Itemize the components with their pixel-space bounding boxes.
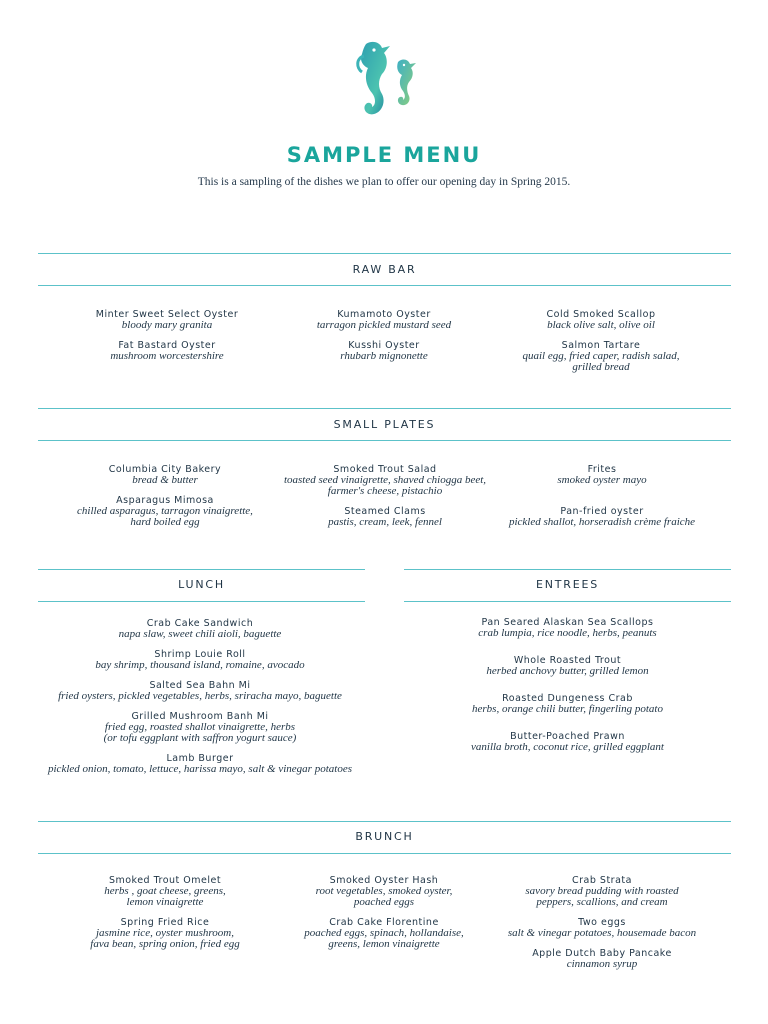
item-name: Salmon Tartare: [561, 340, 641, 351]
menu-item: [30, 649, 370, 671]
menu-item: [30, 680, 370, 702]
menu-item: [400, 655, 735, 677]
menu-item: [489, 917, 715, 939]
menu-item: [489, 875, 715, 908]
section-title-lunch: LUNCH: [178, 578, 225, 591]
brunch-rule-bottom: [38, 853, 731, 854]
item-description: black olive salt, olive oil: [547, 319, 655, 331]
item-name: Columbia City Bakery: [108, 464, 222, 475]
item-name: Smoked Trout Salad: [333, 464, 437, 475]
section-title-raw-bar: RAW BAR: [352, 263, 417, 276]
raw-bar-column-2: [271, 309, 497, 371]
item-name: Smoked Trout Omelet: [108, 875, 222, 886]
menu-item: [488, 340, 714, 373]
brunch-column-2: [271, 875, 497, 959]
entrees-column: [400, 617, 735, 762]
item-description: napa slaw, sweet chili aioli, baguette: [118, 628, 282, 640]
menu-item: [489, 948, 715, 970]
menu-item: [52, 917, 278, 950]
menu-item: [271, 875, 497, 908]
lunch-column: [30, 618, 370, 784]
item-name: Spring Fried Rice: [120, 917, 210, 928]
item-name: Butter-Poached Prawn: [510, 731, 625, 742]
menu-item: [54, 340, 280, 362]
menu-item: [489, 464, 715, 486]
menu-item: [271, 309, 497, 331]
item-description: fried egg, roasted shallot vinaigrette, herbs (or tofu eggplant with saffron yogurt sauce): [103, 721, 297, 744]
item-description: crab lumpia, rice noodle, herbs, peanuts: [478, 627, 657, 639]
lunch-rule-bottom: [38, 601, 365, 602]
menu-item: [262, 464, 508, 497]
menu-item: [30, 753, 370, 775]
item-description: toasted seed vinaigrette, shaved chiogga beet, farmer's cheese, pistachio: [283, 474, 487, 497]
item-name: Roasted Dungeness Crab: [502, 693, 633, 704]
item-name: Whole Roasted Trout: [513, 655, 622, 666]
section-title-small-plates: SMALL PLATES: [333, 418, 436, 431]
item-name: Frites: [587, 464, 617, 475]
page-subtitle: This is a sampling of the dishes we plan to offer our opening day in Spring 2015.: [197, 176, 571, 188]
brunch-column-3: [489, 875, 715, 979]
item-description: bay shrimp, thousand island, romaine, avocado: [95, 659, 305, 671]
item-name: Crab Strata: [572, 875, 632, 886]
menu-item: [30, 618, 370, 640]
item-name: Fat Bastard Oyster: [118, 340, 216, 351]
item-name: Lamb Burger: [166, 753, 234, 764]
menu-item: [400, 693, 735, 715]
item-description: jasmine rice, oyster mushroom, fava bean, spring onion, fried egg: [90, 927, 240, 950]
item-description: smoked oyster mayo: [557, 474, 647, 486]
item-description: mushroom worcestershire: [110, 350, 224, 362]
item-description: tarragon pickled mustard seed: [316, 319, 452, 331]
menu-item: [400, 617, 735, 639]
item-description: herbed anchovy butter, grilled lemon: [486, 665, 649, 677]
item-description: root vegetables, smoked oyster, poached eggs: [315, 885, 453, 908]
menu-item: [262, 506, 508, 528]
raw-bar-rule-top: [38, 253, 731, 254]
menu-item: [52, 875, 278, 908]
menu-item: [52, 464, 278, 486]
raw-bar-column-3: [488, 309, 714, 382]
entrees-rule-bottom: [404, 601, 731, 602]
menu-item: [54, 309, 280, 331]
small-plates-column-1: [52, 464, 278, 537]
small-plates-column-3: [489, 464, 715, 537]
item-name: Two eggs: [578, 917, 626, 928]
item-description: herbs , goat cheese, greens, lemon vinaigrette: [104, 885, 226, 908]
menu-item: [400, 731, 735, 753]
item-description: quail egg, fried caper, radish salad, grilled bread: [522, 350, 680, 373]
item-description: cinnamon syrup: [566, 958, 638, 970]
item-name: Pan Seared Alaskan Sea Scallops: [481, 617, 654, 628]
section-title-entrees: ENTREES: [535, 578, 600, 591]
menu-item: [52, 495, 278, 528]
seahorse-logo-icon: [336, 38, 432, 120]
item-description: fried oysters, pickled vegetables, herbs, sriracha mayo, baguette: [58, 690, 342, 702]
item-description: bread & butter: [132, 474, 198, 486]
menu-item: [488, 309, 714, 331]
page-title: SAMPLE MENU: [286, 143, 482, 167]
item-description: vanilla broth, coconut rice, grilled eggplant: [471, 741, 664, 753]
item-name: Pan-fried oyster: [560, 506, 644, 517]
item-name: Shrimp Louie Roll: [154, 649, 246, 660]
item-description: chilled asparagus, tarragon vinaigrette, hard boiled egg: [77, 505, 253, 528]
item-description: poached eggs, spinach, hollandaise, greens, lemon vinaigrette: [304, 927, 464, 950]
item-description: pickled onion, tomato, lettuce, harissa mayo, salt & vinegar potatoes: [48, 763, 352, 775]
menu-item: [271, 340, 497, 362]
item-name: Kusshi Oyster: [348, 340, 420, 351]
item-name: Kumamoto Oyster: [337, 309, 431, 320]
item-name: Crab Cake Sandwich: [146, 618, 254, 629]
menu-item: [30, 711, 370, 744]
small-plates-rule-bottom: [38, 440, 731, 441]
menu-item: [489, 506, 715, 528]
raw-bar-column-1: [54, 309, 280, 371]
item-description: rhubarb mignonette: [340, 350, 428, 362]
item-description: herbs, orange chili butter, fingerling potato: [472, 703, 663, 715]
lunch-rule-top: [38, 569, 365, 570]
item-name: Steamed Clams: [344, 506, 426, 517]
entrees-rule-top: [404, 569, 731, 570]
item-name: Crab Cake Florentine: [329, 917, 439, 928]
item-description: savory bread pudding with roasted peppers, scallions, and cream: [525, 885, 679, 908]
item-name: Apple Dutch Baby Pancake: [532, 948, 672, 959]
item-name: Salted Sea Bahn Mi: [149, 680, 251, 691]
brunch-rule-top: [38, 821, 731, 822]
item-name: Grilled Mushroom Banh Mi: [131, 711, 269, 722]
item-name: Cold Smoked Scallop: [546, 309, 656, 320]
section-title-brunch: BRUNCH: [355, 830, 414, 843]
small-plates-rule-top: [38, 408, 731, 409]
item-name: Asparagus Mimosa: [116, 495, 214, 506]
item-description: pickled shallot, horseradish crème fraiche: [508, 516, 696, 528]
brunch-column-1: [52, 875, 278, 959]
small-plates-column-2: [262, 464, 508, 537]
item-name: Minter Sweet Select Oyster: [95, 309, 239, 320]
item-description: pastis, cream, leek, fennel: [328, 516, 442, 528]
raw-bar-rule-bottom: [38, 285, 731, 286]
menu-item: [271, 917, 497, 950]
item-description: bloody mary granita: [121, 319, 213, 331]
item-name: Smoked Oyster Hash: [329, 875, 439, 886]
item-description: salt & vinegar potatoes, housemade bacon: [507, 927, 697, 939]
